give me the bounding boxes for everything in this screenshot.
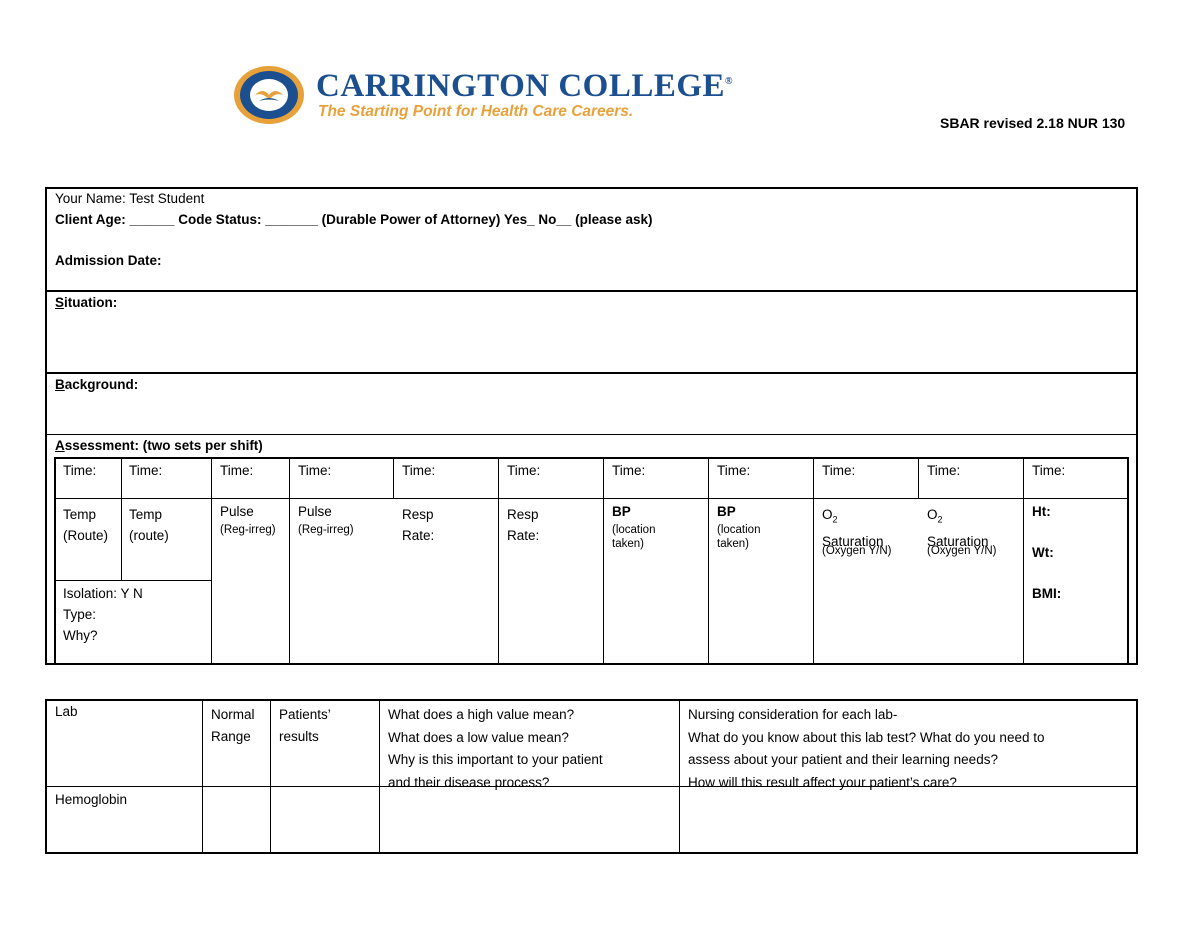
document-code: SBAR revised 2.18 NUR 130 xyxy=(940,115,1126,131)
time-cell-2: Time: xyxy=(129,463,163,478)
time-cell-7: Time: xyxy=(612,463,646,478)
weight-label: Wt: xyxy=(1032,545,1054,560)
time-cell-5: Time: xyxy=(402,463,436,478)
bp-note-2: (location taken) xyxy=(717,524,761,551)
college-seal-logo xyxy=(233,65,305,125)
time-cell-10: Time: xyxy=(927,463,961,478)
pulse-label-1: Pulse xyxy=(220,504,254,519)
nursing-consideration-header: Nursing consideration for each lab- What do you know about this lab test? What do you need to assess about your patient and their learning needs? How will this result affect your patient’s care? xyxy=(688,707,1045,790)
bp-label-1: BP xyxy=(612,504,631,519)
o2-note-2: (Oxygen Y/N) xyxy=(927,545,997,557)
bp-note-1: (location taken) xyxy=(612,524,656,551)
time-cell-11: Time: xyxy=(1032,463,1066,478)
assessment-heading: Assessment: (two sets per shift) xyxy=(55,438,263,453)
client-age-code-status: Client Age: ______ Code Status: _______ (Durable Power of Attorney) Yes_ No__ (please ask) xyxy=(55,212,653,227)
height-label: Ht: xyxy=(1032,504,1051,519)
admission-date: Admission Date: xyxy=(55,253,162,268)
time-cell-3: Time: xyxy=(220,463,254,478)
situation-heading: Situation: xyxy=(55,295,118,310)
college-name: CARRINGTON COLLEGE® xyxy=(316,68,734,104)
o2-note-1: (Oxygen Y/N) xyxy=(822,545,892,557)
lab-row-hemoglobin: Hemoglobin xyxy=(55,792,128,807)
your-name-field: Your Name: Test Student xyxy=(55,191,205,206)
bmi-label: BMI: xyxy=(1032,586,1062,601)
value-meaning-header: What does a high value mean? What does a low value mean? Why is this important to your patient and their disease process? xyxy=(388,707,603,790)
isolation-why: Why? xyxy=(63,628,98,643)
pulse-note-1: (Reg-irreg) xyxy=(220,524,276,536)
normal-range-header: Normal Range xyxy=(211,707,255,744)
o2-saturation-2: $O_2$ Saturation xyxy=(927,507,989,549)
temp-route-2: Temp (route) xyxy=(129,507,169,543)
time-cell-8: Time: xyxy=(717,463,751,478)
time-cell-9: Time: xyxy=(822,463,856,478)
college-tagline: The Starting Point for Health Care Careers. xyxy=(318,103,634,120)
resp-rate-1: Resp Rate: xyxy=(402,507,435,543)
o2-saturation-1: $O_2$ Saturation xyxy=(822,507,884,549)
time-cell-1: Time: xyxy=(63,463,97,478)
pulse-label-2: Pulse xyxy=(298,504,332,519)
pulse-note-2: (Reg-irreg) xyxy=(298,524,354,536)
time-cell-6: Time: xyxy=(507,463,541,478)
background-heading: Background: xyxy=(55,377,139,392)
time-cell-4: Time: xyxy=(298,463,332,478)
bp-label-2: BP xyxy=(717,504,736,519)
isolation-type: Type: xyxy=(63,607,97,622)
lab-col-header: Lab xyxy=(55,704,78,719)
resp-rate-2: Resp Rate: xyxy=(507,507,540,543)
patient-results-header: Patients’ results xyxy=(279,707,331,744)
temp-route-1: Temp (Route) xyxy=(63,507,109,543)
isolation-field: Isolation: Y N xyxy=(63,586,143,601)
